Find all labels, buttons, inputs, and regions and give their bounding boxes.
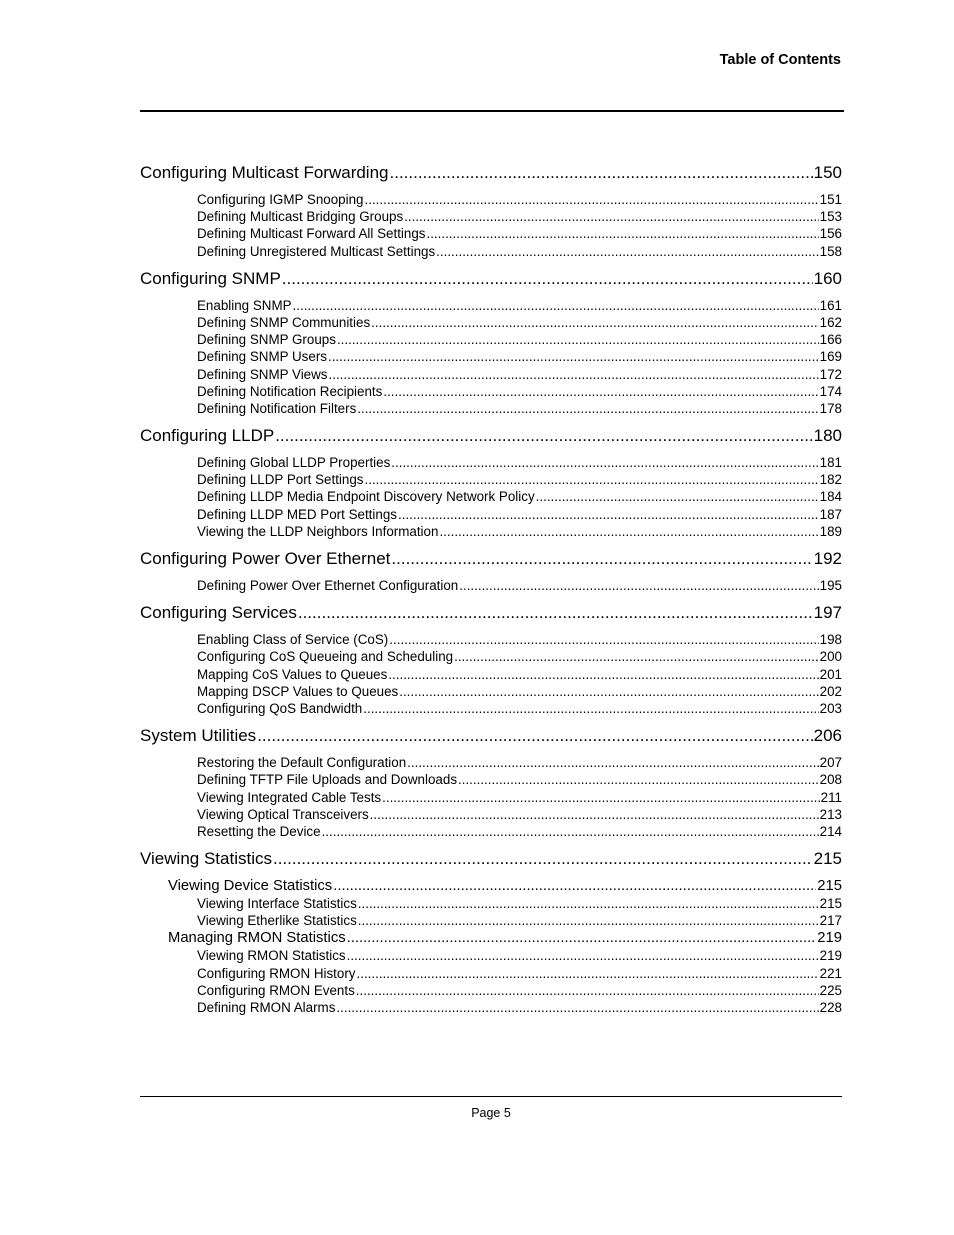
- dot-leader: [357, 965, 819, 982]
- dot-leader: [322, 823, 819, 840]
- toc-entry-title: Configuring SNMP: [140, 268, 281, 288]
- toc-entry-title: Configuring IGMP Snooping: [197, 192, 364, 207]
- footer-divider: [140, 1096, 842, 1097]
- toc-entry-page: 215: [819, 896, 842, 912]
- page-number: Page 5: [471, 1106, 511, 1120]
- toc-entry-title: Enabling SNMP: [197, 297, 292, 313]
- toc-entry-page: 151: [819, 192, 842, 207]
- dot-leader: [383, 383, 818, 400]
- toc-entry-page: 219: [819, 948, 842, 964]
- toc-entry-title: Configuring RMON Events: [197, 982, 355, 998]
- toc-section[interactable]: [140, 348, 842, 365]
- table-of-contents: [140, 160, 842, 1016]
- toc-section[interactable]: [140, 488, 842, 505]
- toc-entry-page: 206: [813, 726, 842, 746]
- page-header-title: Table of Contents: [719, 52, 841, 68]
- toc-entry-title: Configuring CoS Queueing and Scheduling: [197, 649, 454, 665]
- toc-entry-page: 150: [813, 163, 842, 182]
- dot-leader: [370, 806, 819, 823]
- toc-entry-title: Resetting the Device: [197, 823, 321, 839]
- dot-leader: [391, 546, 812, 572]
- toc-section[interactable]: [140, 823, 842, 840]
- toc-entry-title: Defining Multicast Bridging Groups: [197, 209, 404, 225]
- toc-entry-title: Defining SNMP Communities: [197, 314, 371, 330]
- toc-entry-page: 201: [819, 666, 842, 682]
- dot-leader: [298, 600, 813, 626]
- toc-entry-title: Configuring Power Over Ethernet: [140, 549, 391, 568]
- toc-entry-page: 200: [819, 649, 842, 665]
- toc-section[interactable]: [140, 225, 842, 242]
- toc-section[interactable]: [140, 331, 842, 348]
- toc-entry-page: 208: [819, 772, 842, 788]
- dot-leader: [458, 771, 819, 788]
- dot-leader: [454, 648, 819, 665]
- dot-leader: [282, 266, 813, 292]
- toc-entry-title: Defining SNMP Users: [197, 349, 327, 365]
- dot-leader: [329, 366, 819, 383]
- toc-section[interactable]: [140, 471, 842, 488]
- toc-entry-page: 172: [819, 366, 842, 382]
- toc-chapter[interactable]: [140, 723, 842, 749]
- toc-section[interactable]: [140, 806, 842, 823]
- toc-section[interactable]: [140, 366, 842, 383]
- dot-leader: [275, 423, 812, 449]
- toc-section[interactable]: [140, 929, 842, 947]
- toc-entry-title: Mapping CoS Values to Queues: [197, 666, 388, 682]
- toc-subsection[interactable]: [140, 912, 842, 929]
- toc-chapter-items: [140, 191, 842, 260]
- dot-leader: [257, 723, 812, 749]
- toc-chapter-items: [140, 877, 842, 1016]
- dot-leader: [399, 683, 818, 700]
- toc-section[interactable]: [140, 700, 842, 717]
- toc-entry-page: 217: [819, 913, 842, 929]
- toc-section[interactable]: [140, 243, 842, 260]
- toc-entry-page: 215: [813, 849, 842, 869]
- dot-leader: [336, 999, 818, 1016]
- toc-entry-title: Viewing the LLDP Neighbors Information: [197, 523, 439, 539]
- toc-entry-page: 198: [819, 632, 842, 648]
- toc-entry-page: 202: [819, 683, 842, 699]
- toc-entry-page: 197: [813, 603, 842, 623]
- toc-entry-page: 162: [819, 314, 842, 330]
- toc-entry-title: Viewing Interface Statistics: [197, 896, 357, 912]
- toc-entry-page: 178: [819, 400, 842, 416]
- toc-entry-page: 156: [819, 226, 842, 242]
- toc-entry-title: Defining Unregistered Multicast Settings: [197, 243, 436, 259]
- toc-entry-title: Mapping DSCP Values to Queues: [197, 683, 399, 699]
- toc-entry-page: 225: [819, 982, 842, 998]
- toc-section[interactable]: [140, 683, 842, 700]
- toc-entry-page: 174: [819, 383, 842, 399]
- toc-entry-page: 211: [820, 789, 842, 805]
- toc-subsection[interactable]: [140, 982, 842, 999]
- dot-leader: [536, 488, 819, 505]
- toc-entry-title: Defining LLDP Port Settings: [197, 472, 364, 488]
- dot-leader: [371, 314, 819, 331]
- dot-leader: [293, 297, 819, 314]
- toc-chapter[interactable]: [140, 423, 842, 449]
- dot-leader: [337, 331, 819, 348]
- dot-leader: [365, 191, 819, 208]
- toc-entry-title: Defining Power Over Ethernet Configuration: [197, 578, 459, 593]
- toc-section[interactable]: [140, 208, 842, 225]
- toc-entry-title: System Utilities: [140, 726, 257, 746]
- toc-chapter-items: [140, 631, 842, 717]
- dot-leader: [347, 947, 819, 964]
- toc-section[interactable]: [140, 789, 842, 806]
- dot-leader: [407, 754, 818, 771]
- toc-chapter[interactable]: [140, 160, 842, 186]
- toc-chapter-items: [140, 297, 842, 417]
- toc-entry-title: Configuring QoS Bandwidth: [197, 700, 363, 716]
- dot-leader: [358, 912, 819, 929]
- toc-entry-title: Configuring LLDP: [140, 426, 275, 446]
- toc-section[interactable]: [140, 754, 842, 771]
- dot-leader: [365, 471, 819, 488]
- toc-section[interactable]: [140, 666, 842, 683]
- dot-leader: [273, 846, 813, 872]
- dot-leader: [390, 160, 813, 186]
- dot-leader: [356, 982, 819, 999]
- toc-entry-title: Viewing RMON Statistics: [197, 948, 346, 964]
- toc-entry-title: Viewing Etherlike Statistics: [197, 913, 357, 929]
- toc-chapter-items: [140, 577, 842, 594]
- toc-chapter[interactable]: [140, 266, 842, 292]
- dot-leader: [333, 877, 816, 895]
- toc-section[interactable]: [140, 877, 842, 895]
- toc-subsection[interactable]: [140, 999, 842, 1016]
- toc-entry-page: 181: [819, 455, 842, 471]
- toc-entry-page: 221: [819, 965, 842, 981]
- toc-entry-title: Defining LLDP MED Port Settings: [197, 506, 397, 522]
- toc-section[interactable]: [140, 631, 842, 648]
- toc-entry-title: Viewing Integrated Cable Tests: [197, 789, 382, 805]
- toc-entry-title: Restoring the Default Configuration: [197, 755, 407, 771]
- toc-entry-page: 160: [813, 268, 842, 288]
- toc-entry-title: Configuring Multicast Forwarding: [140, 163, 389, 182]
- dot-leader: [398, 506, 819, 523]
- dot-leader: [357, 400, 818, 417]
- toc-subsection[interactable]: [140, 965, 842, 982]
- toc-section[interactable]: [140, 297, 842, 314]
- toc-entry-title: Defining RMON Alarms: [197, 1000, 336, 1015]
- dot-leader: [388, 666, 818, 683]
- dot-leader: [404, 208, 818, 225]
- toc-section[interactable]: [140, 314, 842, 331]
- toc-section[interactable]: [140, 577, 842, 594]
- toc-section[interactable]: [140, 454, 842, 471]
- toc-entry-page: 182: [819, 472, 842, 488]
- toc-section[interactable]: [140, 383, 842, 400]
- toc-entry-title: Configuring RMON History: [197, 965, 356, 981]
- toc-entry-title: Viewing Optical Transceivers: [197, 806, 369, 822]
- dot-leader: [347, 929, 817, 947]
- toc-entry-title: Defining SNMP Views: [197, 366, 328, 382]
- toc-entry-page: 180: [813, 426, 842, 446]
- toc-entry-page: 219: [817, 930, 842, 947]
- dot-leader: [439, 523, 818, 540]
- toc-entry-title: Managing RMON Statistics: [168, 930, 346, 947]
- toc-entry-page: 213: [819, 806, 842, 822]
- toc-entry-title: Defining Notification Filters: [197, 400, 357, 416]
- toc-entry-page: 192: [813, 549, 842, 568]
- toc-entry-page: 203: [819, 700, 842, 716]
- toc-entry-title: Enabling Class of Service (CoS): [197, 632, 389, 648]
- dot-leader: [328, 348, 819, 365]
- dot-leader: [426, 225, 818, 242]
- toc-subsection[interactable]: [140, 947, 842, 964]
- toc-entry-page: 189: [819, 523, 842, 539]
- toc-subsection[interactable]: [140, 895, 842, 912]
- dot-leader: [358, 895, 819, 912]
- toc-entry-page: 207: [819, 755, 842, 771]
- toc-entry-title: Viewing Statistics: [140, 849, 272, 869]
- toc-section[interactable]: [140, 523, 842, 540]
- toc-entry-title: Defining Notification Recipients: [197, 383, 383, 399]
- dot-leader: [459, 577, 818, 594]
- toc-entry-title: Viewing Device Statistics: [168, 878, 333, 895]
- toc-entry-title: Defining TFTP File Uploads and Downloads: [197, 772, 458, 788]
- toc-entry-page: 169: [819, 349, 842, 365]
- toc-entry-page: 187: [819, 506, 842, 522]
- dot-leader: [363, 700, 818, 717]
- toc-chapter-items: [140, 754, 842, 840]
- toc-entry-page: 161: [819, 297, 842, 313]
- toc-chapter[interactable]: [140, 546, 842, 572]
- toc-entry-page: 166: [819, 332, 842, 348]
- toc-entry-title: Defining SNMP Groups: [197, 332, 336, 348]
- toc-section[interactable]: [140, 771, 842, 788]
- dot-leader: [389, 631, 818, 648]
- toc-entry-page: 153: [819, 209, 842, 225]
- toc-chapter[interactable]: [140, 846, 842, 872]
- toc-entry-title: Defining Global LLDP Properties: [197, 455, 391, 471]
- toc-entry-title: Configuring Services: [140, 603, 297, 623]
- toc-section[interactable]: [140, 506, 842, 523]
- toc-entry-page: 184: [819, 489, 842, 505]
- toc-section[interactable]: [140, 191, 842, 208]
- toc-section[interactable]: [140, 648, 842, 665]
- header-divider: [140, 110, 844, 112]
- toc-chapter-items: [140, 454, 842, 540]
- toc-entry-title: Defining Multicast Forward All Settings: [197, 226, 426, 242]
- toc-entry-page: 195: [819, 578, 842, 593]
- toc-entry-page: 228: [819, 1000, 842, 1015]
- dot-leader: [436, 243, 818, 260]
- dot-leader: [382, 789, 820, 806]
- toc-entry-page: 215: [817, 878, 842, 895]
- toc-entry-page: 158: [819, 243, 842, 259]
- toc-entry-page: 214: [819, 823, 842, 839]
- toc-chapter[interactable]: [140, 600, 842, 626]
- toc-section[interactable]: [140, 400, 842, 417]
- toc-entry-title: Defining LLDP Media Endpoint Discovery Network Policy: [197, 489, 535, 505]
- dot-leader: [391, 454, 818, 471]
